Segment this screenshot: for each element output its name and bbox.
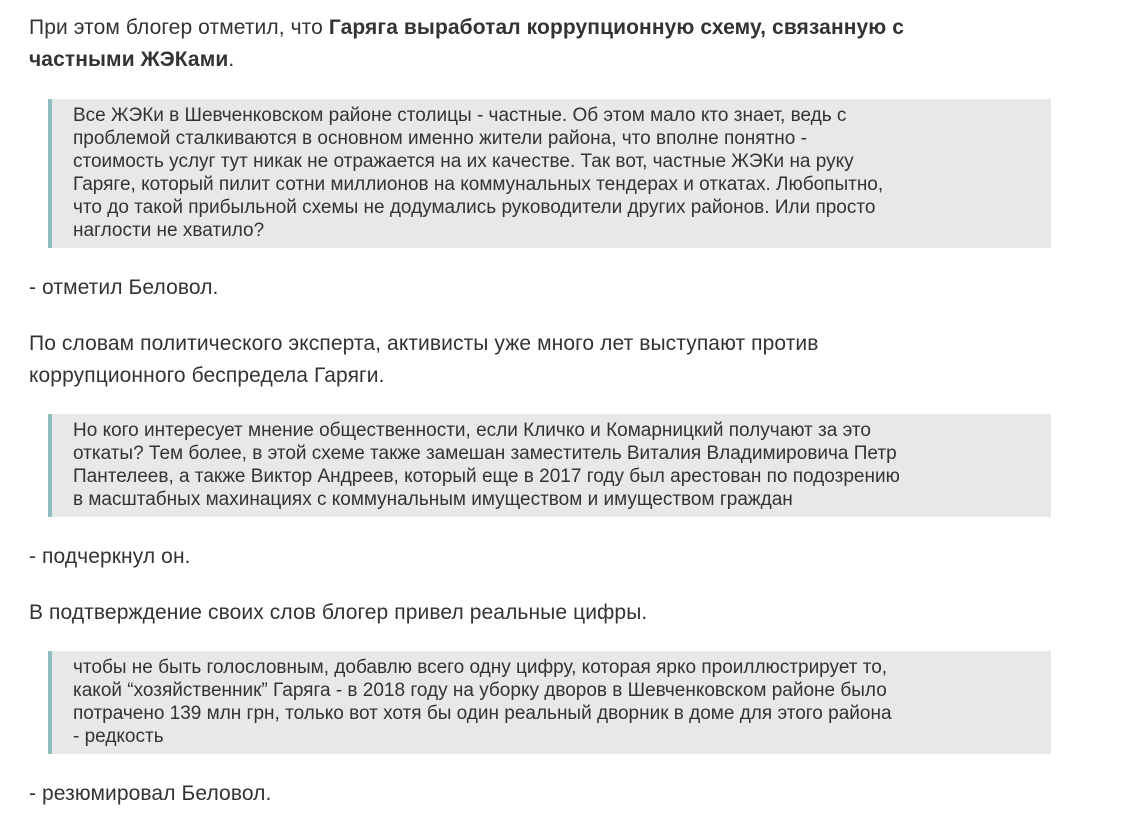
blockquote (48, 414, 1051, 517)
paragraph: - подчеркнул он. (29, 545, 191, 568)
blockquote (48, 651, 1051, 754)
paragraph-text: . (228, 48, 235, 71)
paragraph-text: коррупционного беспредела Гаряги. (29, 364, 385, 387)
quote-line: Все ЖЭКи в Шевченковском районе столицы - частные. Об этом мало кто знает, ведь с (73, 105, 847, 126)
paragraph: - отметил Беловол. (29, 276, 219, 299)
quote-line: потрачено 139 млн грн, только вот хотя бы один реальный дворник в доме для этого района (73, 703, 892, 724)
quote-line: чтобы не быть голословным, добавлю всего одну цифру, которая ярко проиллюстрирует то, (73, 657, 888, 678)
quote-line: в масштабных махинациях с коммунальным имуществом и имуществом граждан (73, 489, 793, 510)
paragraph (29, 12, 1059, 76)
paragraph: В подтверждение своих слов блогер привел реальные цифры. (29, 601, 648, 624)
quote-line: Но кого интересует мнение общественности, если Кличко и Комарницкий получают за это (73, 420, 871, 441)
paragraph-text: При этом блогер отметил, что (29, 16, 329, 39)
bold-text: частными ЖЭКами (29, 48, 229, 71)
quote-line: - редкость (73, 726, 164, 747)
quote-line: Пантелеев, а также Виктор Андреев, который еще в 2017 году был арестован по подозрению (73, 466, 900, 487)
quote-line: проблемой сталкиваются в основном именно жители района, что вполне понятно - (73, 128, 807, 149)
bold-text: Гаряга выработал коррупционную схему, связанную с (328, 16, 905, 39)
quote-line: какой “хозяйственник” Гаряга - в 2018 году на уборку дворов в Шевченковском районе было (73, 680, 887, 701)
article-body (29, 0, 1059, 810)
blockquote (48, 99, 1051, 248)
quote-line: стоимость услуг тут никак не отражается на их качестве. Так вот, частные ЖЭКи на руку (73, 151, 854, 172)
quote-line: Гаряге, который пилит сотни миллионов на коммунальных тендерах и откатах. Любопытно, (73, 174, 884, 195)
paragraph: - резюмировал Беловол. (29, 782, 272, 805)
paragraph (29, 328, 1059, 392)
quote-line: что до такой прибыльной схемы не додумались руководители других районов. Или просто (73, 197, 876, 218)
quote-line: откаты? Тем более, в этой схеме также замешан заместитель Виталия Владимировича Петр (73, 443, 897, 464)
paragraph-text: По словам политического эксперта, активисты уже много лет выступают против (29, 332, 819, 355)
quote-line: наглости не хватило? (73, 220, 265, 241)
